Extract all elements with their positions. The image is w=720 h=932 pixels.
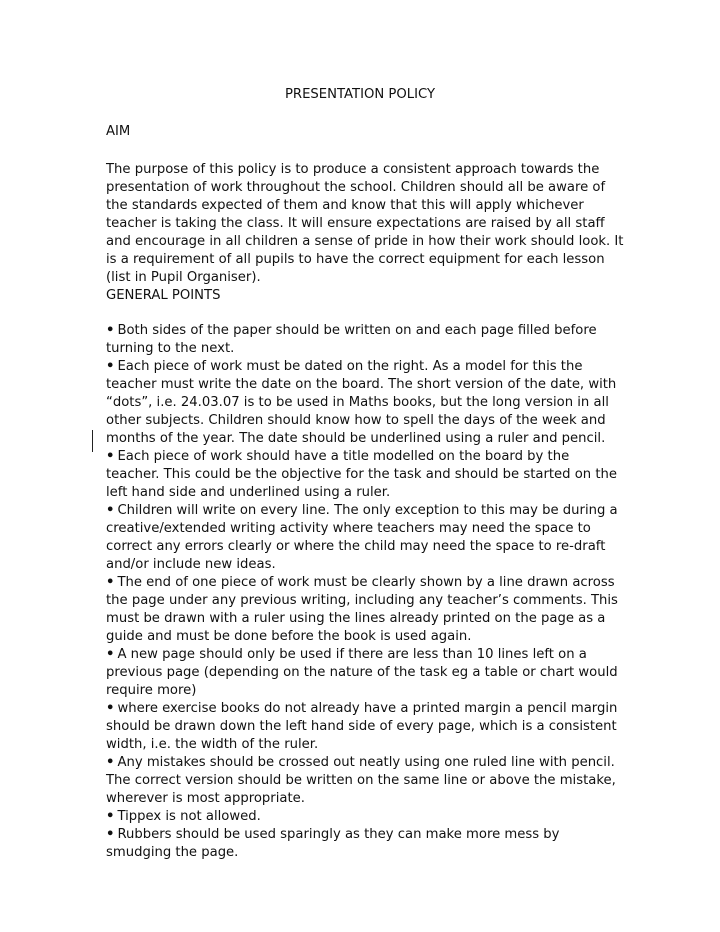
list-item: • Each piece of work should have a title modelled on the board by the teacher. This could be the objective for the task and should be started on the left hand side and underlined using a ruler. [106,448,626,502]
list-item: • Rubbers should be used sparingly as they can make more mess by smudging the page. [106,826,626,862]
list-item: • Each piece of work must be dated on the right. As a model for this the teacher must write the date on the board. The short version of the date, with “dots”, i.e. 24.03.07 is to be used in Maths books, but the long version in all other subjects. Children should know how to spell the days of the week and months of the year. The date should be underlined using a ruler and pencil. [106,358,626,448]
general-points-heading: GENERAL POINTS [106,288,221,303]
change-bar-mark [92,430,93,452]
general-points-list [106,322,626,862]
list-item: • Any mistakes should be crossed out neatly using one ruled line with pencil. The correct version should be written on the same line or above the mistake, wherever is most appropriate. [106,754,626,808]
aim-paragraph: The purpose of this policy is to produce a consistent approach towards the presentation of work throughout the school. Children should all be aware of the standards expected of them and know that this will apply whichever teacher is taking the class. It will ensure expectations are raised by all staff and encourage in all children a sense of pride in how their work should look. It is a requirement of all pupils to have the correct equipment for each lesson (list in Pupil Organiser). [106,162,624,285]
list-item: • Both sides of the paper should be written on and each page filled before turning to the next. [106,322,626,358]
list-item: • The end of one piece of work must be clearly shown by a line drawn across the page under any previous writing, including any teacher’s comments. This must be drawn with a ruler using the lines already printed on the page as a guide and must be done before the book is used again. [106,574,626,646]
list-item: • A new page should only be used if there are less than 10 lines left on a previous page (depending on the nature of the task eg a table or chart would require more) [106,646,626,700]
list-item: • where exercise books do not already have a printed margin a pencil margin should be drawn down the left hand side of every page, which is a consistent width, i.e. the width of the ruler. [106,700,626,754]
list-item: • Tippex is not allowed. [106,808,626,826]
aim-heading: AIM [106,124,131,139]
list-item: • Children will write on every line. The only exception to this may be during a creative/extended writing activity where teachers may need the space to correct any errors clearly or where the child may need the space to re-draft and/or include new ideas. [106,502,626,574]
page-title: PRESENTATION POLICY [284,87,436,102]
